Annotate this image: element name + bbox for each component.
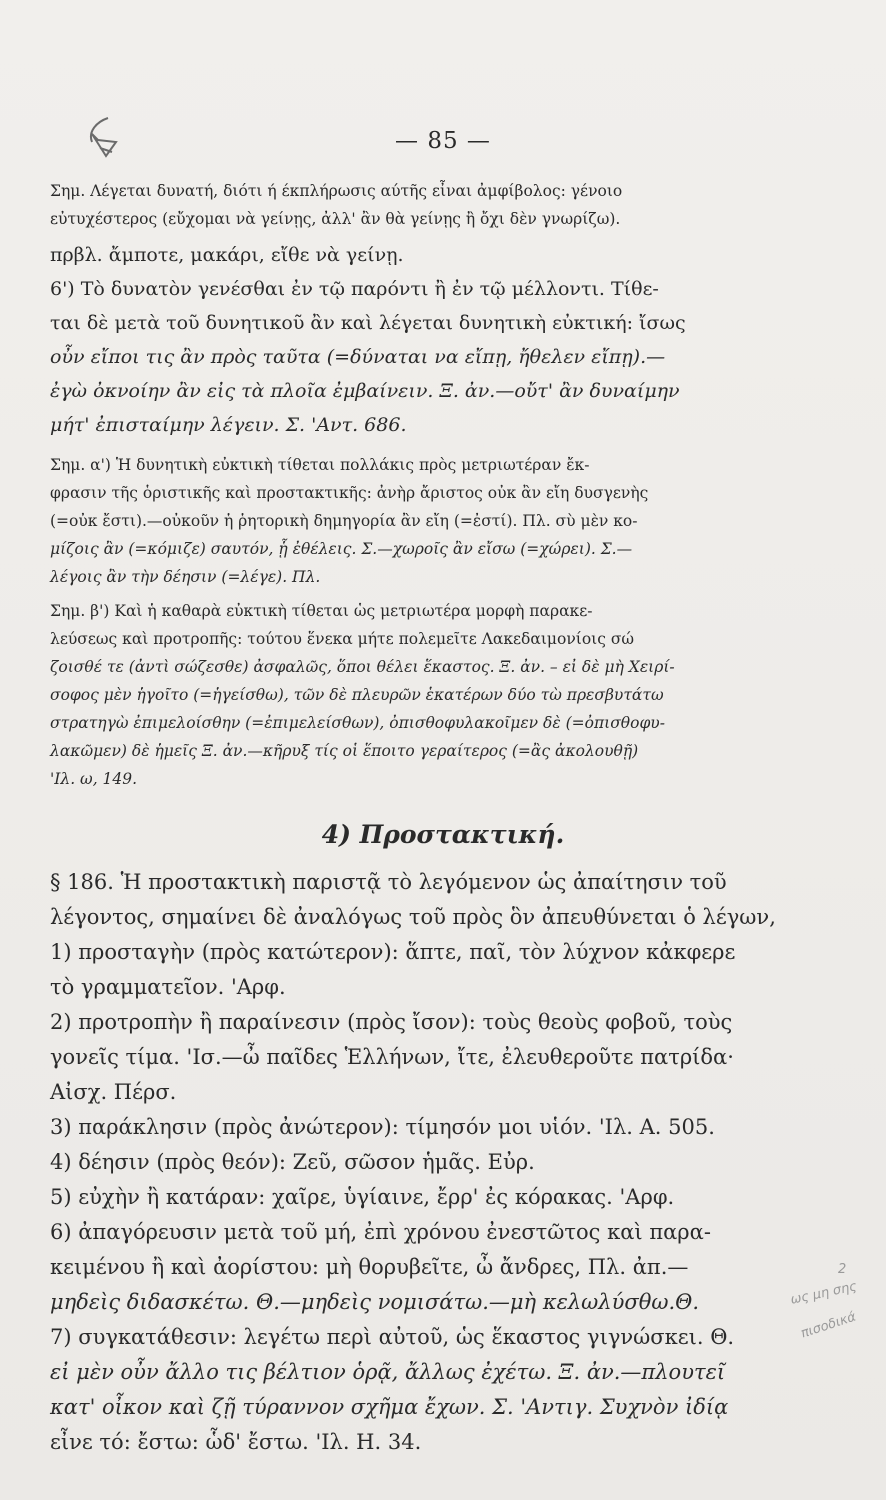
text-line: μηδεὶς διδασκέτω. Θ.—μηδεὶς νομισάτω.—μὴ κελωλύσθω.Θ. xyxy=(50,1290,700,1314)
note-line: λέγοις ἂν τὴν δέησιν (=λέγε). Πλ. xyxy=(50,568,321,586)
text-line: ἐγὼ ὀκνοίην ἂν εἰς τὰ πλοῖα ἐμβαίνειν. Ξ. ἀν.—οὔτ' ἂν δυναίμην xyxy=(50,380,680,402)
text-line: § 186. Ἡ προστακτικὴ παριστᾷ τὸ λεγόμενον ὡς ἀπαίτησιν τοῦ xyxy=(50,870,727,894)
text-line: λέγοντος, σημαίνει δὲ ἀναλόγως τοῦ πρὸς ὃν ἀπευθύνεται ὁ λέγων, xyxy=(50,905,776,929)
text-line: πρβλ. ἄμποτε, μακάρι, εἴθε νὰ γείνῃ. xyxy=(50,244,404,266)
text-line: ται δὲ μετὰ τοῦ δυνητικοῦ ἂν καὶ λέγεται δυνητικὴ εὐκτική: ἴσως xyxy=(50,312,686,334)
text-line: 6') Τὸ δυνατὸν γενέσθαι ἐν τῷ παρόντι ἢ ἐν τῷ μέλλοντι. Τίθε- xyxy=(50,278,659,300)
pencil-note: πισοδικά xyxy=(799,1309,858,1342)
note-line: στρατηγὼ ἐπιμελοίσθην (=ἐπιμελείσθων), ὀπισθοφυλακοῖμεν δὲ (=ὀπισθοφυ- xyxy=(50,714,665,732)
note-line: (=οὐκ ἔστι).—οὐκοῦν ἡ ῥητορικὴ δημηγορία ἂν εἴη (=ἐστί). Πλ. σὺ μὲν κο- xyxy=(50,512,638,530)
text-line: εἰ μὲν οὖν ἄλλο τις βέλτιον ὁρᾷ, ἄλλως ἐχέτω. Ξ. ἀν.—πλουτεῖ xyxy=(50,1360,726,1384)
note-line: φρασιν τῆς ὁριστικῆς καὶ προστακτικῆς: ἀνὴρ ἄριστος οὐκ ἂν εἴη δυσγενὴς xyxy=(50,484,649,502)
section-heading: 4) Προστακτική. xyxy=(321,820,565,849)
text-line: εἶνε τό: ἔστω: ὧδ' ἔστω. 'Ιλ. Η. 34. xyxy=(50,1430,422,1454)
note-line: σοφος μὲν ἡγοῖτο (=ἡγείσθω), τῶν δὲ πλευρῶν ἑκατέρων δύο τὼ πρεσβυτάτω xyxy=(50,686,664,704)
text-line: μήτ' ἐπισταίμην λέγειν. Σ. 'Αντ. 686. xyxy=(50,414,407,436)
text-line: 1) προσταγὴν (πρὸς κατώτερον): ἅπτε, παῖ, τὸν λύχνον κἀκφερε xyxy=(50,940,736,964)
text-line: κειμένου ἢ καὶ ἀορίστου: μὴ θορυβεῖτε, ὦ ἄνδρες, Πλ. ἀπ.— xyxy=(50,1255,689,1279)
note-line: λακῶμεν) δὲ ἡμεῖς Ξ. ἀν.—κῆρυξ τίς οἱ ἕποιτο γεραίτερος (=ἂς ἀκολουθῇ) xyxy=(50,742,639,760)
note-line: ζοισθέ τε (ἀντὶ σώζεσθε) ἀσφαλῶς, ὅποι θέλει ἕκαστος. Ξ. ἀν. – εἰ δὲ μὴ Χειρί- xyxy=(50,658,675,676)
text-line: 4) δέησιν (πρὸς θεόν): Ζεῦ, σῶσον ἡμᾶς. Εὐρ. xyxy=(50,1150,535,1174)
text-line: 5) εὐχὴν ἢ κατάραν: χαῖρε, ὑγίαινε, ἔρρ' ἐς κόρακας. 'Αρφ. xyxy=(50,1185,675,1209)
text-line: Σημ. Λέγεται δυνατή, διότι ή έκπλήρωσις αύτῆς εἶναι ἀμφίβολος: γένοιο xyxy=(50,182,623,200)
note-line: λεύσεως καὶ προτροπῆς: τούτου ἕνεκα μήτε πολεμεῖτε Λακεδαιμονίοις σώ xyxy=(50,630,635,648)
text-line: Αἰσχ. Πέρσ. xyxy=(50,1080,177,1104)
text-line: γονεῖς τίμα. 'Ισ.—ὦ παῖδες Ἑλλήνων, ἴτε, ἐλευθεροῦτε πατρίδα· xyxy=(50,1045,734,1069)
pencil-note: ως μη σης xyxy=(789,1279,859,1308)
note-line: Σημ. β') Καὶ ἡ καθαρὰ εὐκτικὴ τίθεται ὡς μετριωτέρα μορφὴ παρακε- xyxy=(50,602,593,620)
page-number: — 85 — xyxy=(395,128,491,154)
text-line: εὐτυχέστερος (εὔχομαι νὰ γείνῃς, ἀλλ' ἂν θὰ γείνῃς ἢ ὄχι δὲν γνωρίζω). xyxy=(50,210,621,228)
note-line: μίζοις ἂν (=κόμιζε) σαυτόν, ᾗ ἐθέλεις. Σ.—χωροῖς ἂν εἴσω (=χώρει). Σ.— xyxy=(50,540,633,558)
text-line: οὖν εἴποι τις ἂν πρὸς ταῦτα (=δύναται να εἴπῃ, ἤθελεν εἴπῃ).— xyxy=(50,346,666,368)
text-line: κατ' οἶκον καὶ ζῇ τύραννον σχῆμα ἔχων. Σ. 'Αντιγ. Συχνὸν ἰδίᾳ xyxy=(50,1395,729,1419)
note-line: 'Ιλ. ω, 149. xyxy=(50,770,138,788)
text-line: 7) συγκατάθεσιν: λεγέτω περὶ αὐτοῦ, ὡς ἕκαστος γιγνώσκει. Θ. xyxy=(50,1325,735,1349)
text-line: 2) προτροπὴν ἢ παραίνεσιν (πρὸς ἴσον): τοὺς θεοὺς φοβοῦ, τοὺς xyxy=(50,1010,733,1034)
pencil-note: 2 xyxy=(838,1262,847,1277)
text-line: 6) ἀπαγόρευσιν μετὰ τοῦ μή, ἐπὶ χρόνου ἐνεστῶτος καὶ παρα- xyxy=(50,1220,711,1244)
text-line: 3) παράκλησιν (πρὸς ἀνώτερον): τίμησόν μοι υἱόν. 'Ιλ. Α. 505. xyxy=(50,1115,715,1139)
text-line: τὸ γραμματεῖον. 'Αρφ. xyxy=(50,975,286,999)
note-line: Σημ. α') Ἡ δυνητικὴ εὐκτικὴ τίθεται πολλάκις πρὸς μετριωτέραν ἔκ- xyxy=(50,456,590,474)
